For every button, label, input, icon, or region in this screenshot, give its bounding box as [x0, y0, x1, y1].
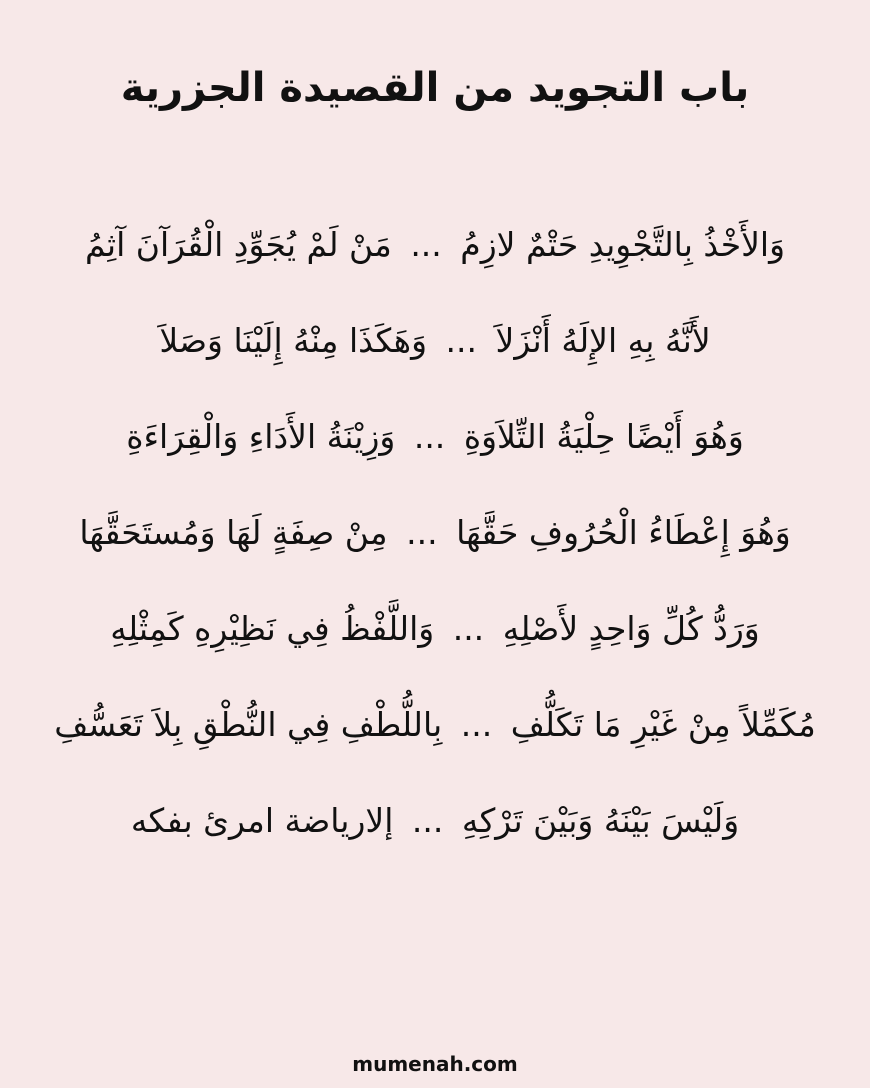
verse-second-hemistich: مِنْ صِفَةٍ لَهَا وَمُستَحَقَّهَا: [79, 513, 388, 552]
verse-separator: ...: [460, 705, 493, 744]
verse-line: [0, 685, 870, 781]
verse-first-hemistich: وَهُوَ أَيْضًا حِلْيَةُ التِّلاَوَةِ: [463, 417, 744, 456]
verse-second-hemistich: بِاللُّطْفِ فِي النُّطْقِ بِلاَ تَعَسُّفِ: [54, 705, 443, 744]
verse-line: [0, 301, 870, 397]
verse-first-hemistich: مُكَمِّلاً مِنْ غَيْرِ مَا تَكَلُّفِ: [510, 705, 816, 744]
verse-separator: ...: [411, 801, 444, 840]
verse-second-hemistich: وَاللَّفْظُ فِي نَظِيْرِهِ كَمِثْلِهِ: [110, 609, 435, 648]
verse-second-hemistich: وَزِيْنَةُ الأَدَاءِ وَالْقِرَاءَةِ: [126, 417, 396, 456]
verse-first-hemistich: وَرَدُّ كُلِّ وَاحِدٍ لأَصْلِهِ: [502, 609, 760, 648]
verse-line: [0, 589, 870, 685]
verse-line: [0, 205, 870, 301]
verse-second-hemistich: مَنْ لَمْ يُجَوِّدِ الْقُرَآنَ آثِمُ: [84, 225, 392, 264]
verse-separator: ...: [406, 513, 438, 552]
verse-separator: ...: [410, 225, 442, 264]
poem-verses: [0, 205, 870, 877]
verse-first-hemistich: وَهُوَ إِعْطَاءُ الْحُرُوفِ حَقَّهَا: [456, 513, 791, 552]
verse-line: [0, 493, 870, 589]
verse-first-hemistich: وَالأَخْذُ بِالتَّجْوِيدِ حَتْمٌ لازِمُ: [460, 225, 786, 264]
verse-second-hemistich: إلارياضة امرئ بفكه: [130, 801, 394, 840]
page-title: باب التجويد من القصيدة الجزرية: [120, 65, 750, 111]
verse-separator: ...: [445, 321, 477, 360]
verse-first-hemistich: لأَنَّهُ بِهِ الإِلَهُ أَنْزَلاَ: [495, 321, 711, 360]
site-watermark: mumenah.com: [352, 1052, 518, 1076]
verse-line: [0, 397, 870, 493]
verse-separator: ...: [413, 417, 446, 456]
verse-first-hemistich: وَلَيْسَ بَيْنَهُ وَبَيْنَ تَرْكِهِ: [461, 801, 740, 840]
verse-second-hemistich: وَهَكَذَا مِنْهُ إِلَيْنَا وَصَلاَ: [159, 321, 428, 360]
verse-separator: ...: [452, 609, 485, 648]
verse-line: [0, 781, 870, 877]
